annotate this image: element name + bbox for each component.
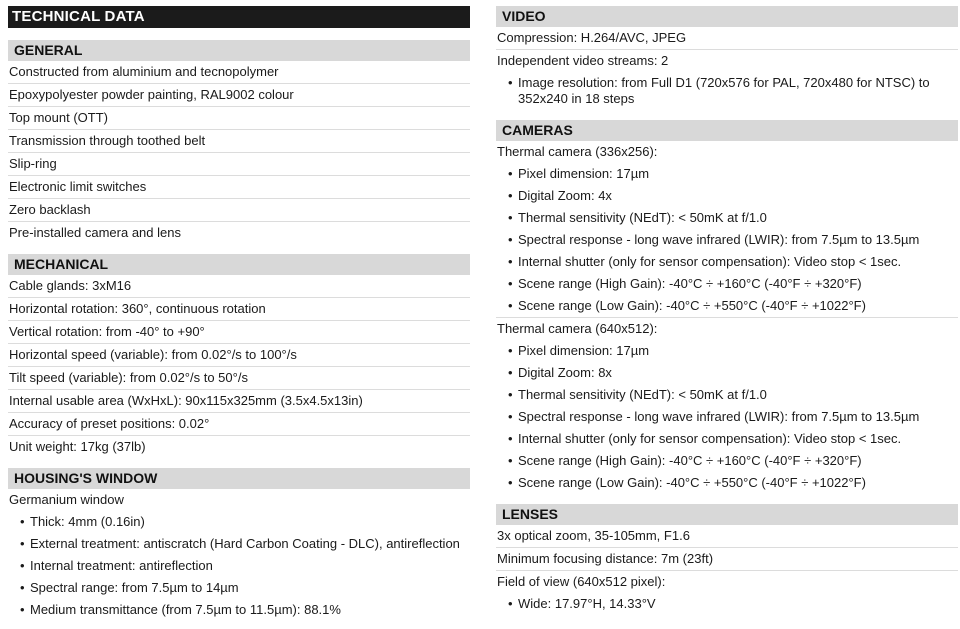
spec-bullet: • External treatment: antiscratch (Hard Carbon Coating - DLC), antireflection xyxy=(8,533,470,555)
spec-row: Horizontal speed (variable): from 0.02°/s to 100°/s xyxy=(8,344,470,367)
spec-row: Zero backlash xyxy=(8,199,470,222)
spec-row: 3x optical zoom, 35-105mm, F1.6 xyxy=(496,525,958,548)
spec-bullet: • Thick: 4mm (0.16in) xyxy=(8,511,470,533)
spec-bullet: • Medium transmittance (from 7.5µm to 11.5µm): 88.1% xyxy=(8,599,470,621)
section-heading-housing-window: HOUSING'S WINDOW xyxy=(8,468,470,489)
spec-row: Field of view (640x512 pixel): xyxy=(497,574,666,589)
spec-bullet: • Scene range (Low Gain): -40°C ÷ +550°C (-40°F ÷ +1022°F) xyxy=(496,295,958,318)
section-heading-mechanical: MECHANICAL xyxy=(8,254,470,275)
spec-bullet: • Scene range (Low Gain): -40°C ÷ +550°C (-40°F ÷ +1022°F) xyxy=(496,472,958,494)
spec-row: Compression: H.264/AVC, JPEG xyxy=(496,27,958,50)
right-column xyxy=(496,6,958,615)
camera-intro: Thermal camera (336x256): xyxy=(497,144,658,159)
spec-bullet: • Internal shutter (only for sensor compensation): Video stop < 1sec. xyxy=(496,428,958,450)
spec-bullet: • Spectral range: from 7.5µm to 14µm xyxy=(8,577,470,599)
spec-bullet: • Image resolution: from Full D1 (720x576 for PAL, 720x480 for NTSC) to 352x240 in 18 steps xyxy=(496,72,958,110)
spec-row: Epoxypolyester powder painting, RAL9002 colour xyxy=(8,84,470,107)
spec-row: Top mount (OTT) xyxy=(8,107,470,130)
spec-row: Electronic limit switches xyxy=(8,176,470,199)
spec-row: Transmission through toothed belt xyxy=(8,130,470,153)
section-heading-general: GENERAL xyxy=(8,40,470,61)
spec-row: Accuracy of preset positions: 0.02° xyxy=(8,413,470,436)
spec-row: Independent video streams: 2 xyxy=(497,53,669,68)
spec-bullet: • Spectral response - long wave infrared (LWIR): from 7.5µm to 13.5µm xyxy=(496,406,958,428)
spec-row: Minimum focusing distance: 7m (23ft) xyxy=(496,548,958,571)
section-heading-lenses: LENSES xyxy=(496,504,958,525)
camera-intro: Thermal camera (640x512): xyxy=(497,321,658,336)
section-heading-video: VIDEO xyxy=(496,6,958,27)
spec-bullet: • Thermal sensitivity (NEdT): < 50mK at f/1.0 xyxy=(496,207,958,229)
spec-bullet: • Digital Zoom: 8x xyxy=(496,362,958,384)
left-column xyxy=(8,6,470,621)
spec-bullet: • Scene range (High Gain): -40°C ÷ +160°C (-40°F ÷ +320°F) xyxy=(496,450,958,472)
spec-bullet: • Pixel dimension: 17µm xyxy=(496,163,958,185)
spec-row: Constructed from aluminium and tecnopolymer xyxy=(8,61,470,84)
spec-bullet: • Internal treatment: antireflection xyxy=(8,555,470,577)
spec-row: Vertical rotation: from -40° to +90° xyxy=(8,321,470,344)
spec-row: Germanium window xyxy=(9,492,124,507)
spec-bullet: • Thermal sensitivity (NEdT): < 50mK at f/1.0 xyxy=(496,384,958,406)
spec-row: Internal usable area (WxHxL): 90x115x325mm (3.5x4.5x13in) xyxy=(8,390,470,413)
spec-bullet: • Digital Zoom: 4x xyxy=(496,185,958,207)
section-heading-cameras: CAMERAS xyxy=(496,120,958,141)
spec-row: Horizontal rotation: 360°, continuous rotation xyxy=(8,298,470,321)
spec-bullet: • Wide: 17.97°H, 14.33°V xyxy=(496,593,958,615)
spec-bullet: • Internal shutter (only for sensor compensation): Video stop < 1sec. xyxy=(496,251,958,273)
spec-bullet: • Spectral response - long wave infrared (LWIR): from 7.5µm to 13.5µm xyxy=(496,229,958,251)
spec-row: Unit weight: 17kg (37lb) xyxy=(9,439,146,454)
spec-row: Cable glands: 3xM16 xyxy=(8,275,470,298)
page-title: TECHNICAL DATA xyxy=(8,6,470,28)
spec-bullet: • Scene range (High Gain): -40°C ÷ +160°C (-40°F ÷ +320°F) xyxy=(496,273,958,295)
spec-row: Slip-ring xyxy=(8,153,470,176)
spec-bullet: • Pixel dimension: 17µm xyxy=(496,340,958,362)
spec-row: Pre-installed camera and lens xyxy=(9,225,181,240)
spec-row: Tilt speed (variable): from 0.02°/s to 50°/s xyxy=(8,367,470,390)
